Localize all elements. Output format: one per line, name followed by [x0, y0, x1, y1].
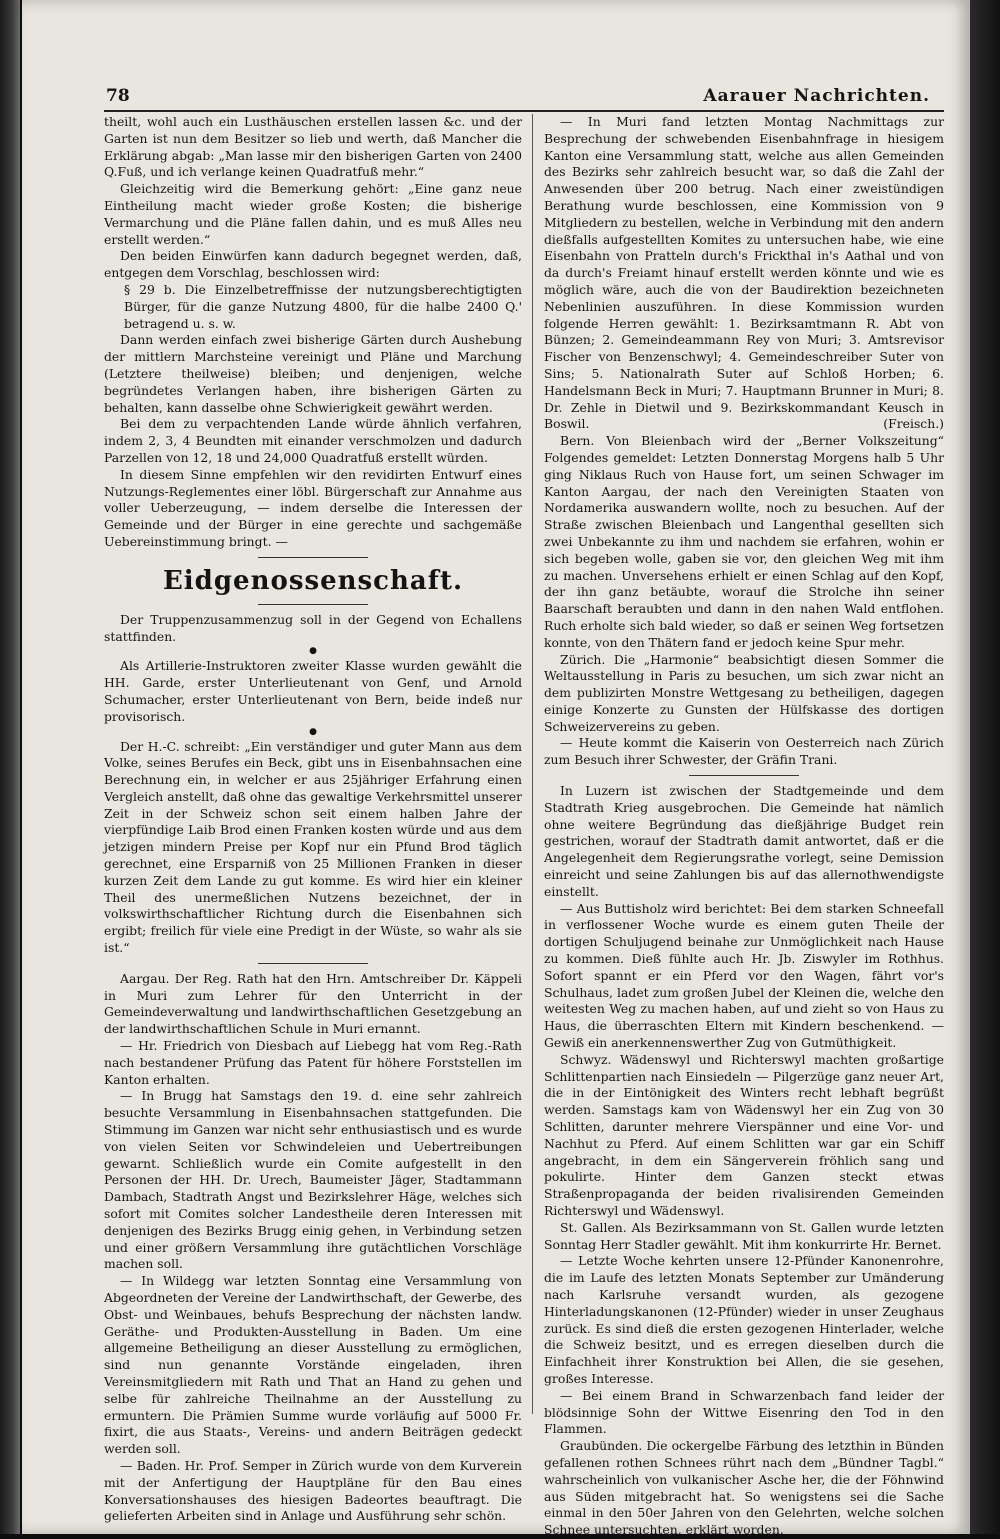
paragraph: — Aus Buttisholz wird berichtet: Bei dem starken Schneefall in verflossener Woche wurde es einem guten Theile der dortigen Schuljugend beinahe zur Unmöglichkeit nach Hause zu kommen. Dieß fühlte auch Hr. Jb. Ziswyler im Rothhus. Sofort spannt er ein Pferd vor den Wagen, fährt vor's Schulhaus, ladet zum großen Jubel der Kleinen die, welche den weitesten Weg zu machen haben, auf und zieht so von Haus zu Haus, die überraschten Eltern mit Kindern beschenkend. — Gewiß ein anerkennenswerther Zug von Gutmüthigkeit.	[544, 900, 944, 1051]
left-column	[104, 114, 522, 1525]
column-divider	[532, 114, 533, 1414]
section-title: Eidgenossenschaft.	[162, 565, 464, 596]
right-column	[544, 114, 944, 1539]
separator-rule	[258, 604, 368, 605]
paragraph: — Hr. Friedrich von Diesbach auf Liebegg hat vom Reg.-Rath nach bestandener Prüfung das Patent für höhere Forststellen im Kanton erhalten.	[104, 1038, 522, 1087]
paragraph: Schwyz. Wädenswyl und Richterswyl machten großartige Schlittenpartien nach Einsiedeln — Pilgerzüge ganz neuer Art, die in der Eintönigkeit des Winters recht lebhaft begrüßt werden. Samstags kam von Wädenswyl her ein Zug von 30 Schlitten, darunter mehrere Vierspänner und eine Vor- und Nachhut zu Pferd. Auf einem Schlitten war gar ein Schiff angebracht, in dem ein Sängerverein fröhlich sang und pokulirte. Hinter dem Ganzen steckt etwas Straßenpropaganda der beiden rivalisirenden Gemeinden Richterswyl und Wädenswyl.	[544, 1051, 944, 1218]
separator-dot: ●	[309, 726, 317, 737]
paragraph: Bern. Von Bleienbach wird der „Berner Volkszeitung“ Folgendes gemeldet: Letzten Donnerstag Morgens halb 5 Uhr ging Niklaus Ruch von Hause fort, um seinen Schwager im Kanton Aargau, der nach den Vereinigten Staaten von Nordamerika auswandern wollte, noch zu besuchen. Auf der Straße zwischen Bleienbach und Langenthal gesellten sich zwei Unbekannte zu ihm und nachdem sie erfahren, wohin er sich begeben wolle, gaben sie vor, den gleichen Weg mit ihm zu machen. Unversehens erhielt er einen Schlag auf den Kopf, der ihn ganz betäubte, worauf die Strolche ihn seiner Baarschaft beraubten und dann in den nahen Wald entflohen. Ruch erholte sich bald wieder, so daß er seinen Weg fortsetzen konnte, von den Thätern fand er jedoch keine Spur mehr.	[544, 433, 944, 650]
paragraph: — Heute kommt die Kaiserin von Oesterreich nach Zürich zum Besuch ihrer Schwester, der Gräfin Trani.	[544, 735, 944, 768]
paragraph	[544, 114, 944, 433]
paragraph: Dann werden einfach zwei bisherige Gärten durch Aushebung der mittlern Marchsteine vereinigt und Pläne und Marchung (Letztere theilweise) bleiben; und denjenigen, welche begründetes Verlangen haben, ihre bisherigen Gärten zu behalten, kann dasselbe ohne Schwierigkeit gewährt werden.	[104, 332, 522, 415]
separator-rule	[689, 775, 799, 776]
paragraph: — In Wildegg war letzten Sonntag eine Versammlung von Abgeordneten der Vereine der Landwirthschaft, der Gewerbe, des Obst- und Weinbaues, behufs Besprechung der nächsten landw. Geräthe- und Produkten-Ausstellung in Baden. Um eine allgemeine Betheiligung an dieser Ausstellung zu ermöglichen, sind nun genannte Vorstände eingeladen, ihren Vereinsmitgliedern mit Rath und That an Hand zu gehen und selbe für zahlreiche Theilnahme an der Ausstellung zu ermuntern. Die Prämien Summe wurde vorläufig auf 5000 Fr. fixirt, die aus Staats-, Vereins- und andern Beiträgen gedeckt werden soll.	[104, 1273, 522, 1457]
paragraph: Aargau. Der Reg. Rath hat den Hrn. Amtschreiber Dr. Käppeli in Muri zum Lehrer für den Unterricht in der Gemeindeverwaltung und landwirthschaftlichen Gesetzgebung an der landwirthschaftlichen Schule in Muri ernannt.	[104, 970, 522, 1037]
paragraph: Der H.-C. schreibt: „Ein verständiger und guter Mann aus dem Volke, seines Berufes ein Beck, gibt uns in Eisenbahnsachen eine Berechnung ein, in welcher er aus 25jähriger Erfahrung einen Vergleich anstellt, daß ohne das gewaltige Verkehrsmittel unserer Zeit in der Schweiz schon seit einem halben Jahre der vierpfündige Laib Brod einen Franken kosten würde und aus dem jetzigen mindern Preise per Kopf nur ein Pfund Brod täglich gerechnet, eine Ersparniß von 25 Millionen Franken in dieser kurzen Zeit dem Lande zu gut komme. Es wird hier ein kleiner Theil des unermeßlichen Nutzens bezeichnet, der in volkswirthschaftlicher Richtung durch die Eisenbahnen sich ergibt; freilich für viele eine Predigt in der Wüste, so wahr als sie ist.“	[104, 738, 522, 956]
separator-dot: ●	[309, 646, 317, 657]
paragraph: — Baden. Hr. Prof. Semper in Zürich wurde von dem Kurverein mit der Anfertigung der Hauptpläne für den Bau eines Konversationshauses des hiesigen Badeortes beauftragt. Die gelieferten Arbeiten sind in Anlage und Ausführung sehr schön.	[104, 1457, 522, 1524]
paragraph: Den beiden Einwürfen kann dadurch begegnet werden, daß, entgegen dem Vorschlag, beschlossen wird:	[104, 248, 522, 281]
paragraph: In diesem Sinne empfehlen wir den revidirten Entwurf eines Nutzungs-Reglementes einer löbl. Bürgerschaft zur Annahme aus voller Ueberzeugung, — indem derselbe die Interessen der Gemeinde und der Bürger in eine gerechte und sachgemäße Uebereinstimmung bringt. —	[104, 466, 522, 549]
paragraph: § 29 b. Die Einzelbetreffnisse der nutzungsberechtigtigten Bürger, für die ganze Nutzung 4800, für die halbe 2400 Q.' betragend u. s. w.	[124, 281, 522, 331]
paragraph: — Bei einem Brand in Schwarzenbach fand leider der blödsinnige Sohn der Wittwe Eisenring den Tod in den Flammen.	[544, 1387, 944, 1437]
scan-left-edge	[0, 0, 20, 1534]
separator-rule	[258, 557, 368, 558]
paragraph: St. Gallen. Als Bezirksammann von St. Gallen wurde letzten Sonntag Herr Stadler gewählt. Mit ihm konkurrirte Hr. Bernet.	[544, 1219, 944, 1252]
source-signature: (Freisch.)	[883, 416, 944, 432]
paragraph: Zürich. Die „Harmonie“ beabsichtigt diesen Sommer die Weltausstellung in Paris zu besuchen, um sich zwar nicht an dem publizirten Monstre Wettgesang zu betheiligen, dagegen einige Konzerte zu Gunsten der Hülfskasse des dortigen Schweizervereins zu geben.	[544, 651, 944, 734]
paragraph: In Luzern ist zwischen der Stadtgemeinde und dem Stadtrath Krieg ausgebrochen. Die Gemeinde hat nämlich ohne weitere Begründung das dießjährige Budget rein gestrichen, worauf der Stadtrath damit antwortet, daß er die Angelegenheit dem Regierungsrathe vorlegt, seine Demission einreicht und seine Zahlungen bis auf das allernothwendigste einstellt.	[544, 783, 944, 899]
paragraph: Als Artillerie-Instruktoren zweiter Klasse wurden gewählt die HH. Garde, erster Unterlieutenant von Genf, und Arnold Schumacher, erster Unterlieutenant von Bern, beide indeß nur provisorisch.	[104, 658, 522, 724]
paragraph: Graubünden. Die ockergelbe Färbung des letzthin in Bünden gefallenen rothen Schnees rührt nach dem „Bündner Tagbl.“ wahrscheinlich von vulkanischer Asche her, die der Föhnwind aus Süden mitgebracht hat. So wenigstens sei die Sache einmal in den 50er Jahren von den Gelehrten, welche solchen Schnee untersuchten, erklärt worden.	[544, 1438, 944, 1538]
paragraph: Bei dem zu verpachtenden Lande würde ähnlich verfahren, indem 2, 3, 4 Beundten mit einander verschmolzen und dadurch Parzellen von 12, 18 und 24,000 Quadratfuß erstellt würden.	[104, 416, 522, 465]
scan-right-edge	[970, 0, 1000, 1534]
paragraph: — In Brugg hat Samstags den 19. d. eine sehr zahlreich besuchte Versammlung in Eisenbahnsachen stattgefunden. Die Stimmung im Ganzen war nicht sehr enthusiastisch und es wurde von vielen Seiten vor Schwindeleien und Uebertreibungen gewarnt. Schließlich wurde ein Comite aufgestellt in den Personen der HH. Dr. Urech, Baumeister Jäger, Stadtammann Dambach, Stadtrath Angst und Bezirkslehrer Häge, welches sich sofort mit Comites solcher Landestheile deren Interessen mit denjenigen des Bezirks Brugg einig gehen, in Verbindung setzen und einer größern Versammlung ihre gutächtlichen Vorschläge machen soll.	[104, 1088, 522, 1272]
masthead: Aarauer Nachrichten.	[703, 86, 930, 106]
page-header	[84, 86, 944, 110]
paragraph: Gleichzeitig wird die Bemerkung gehört: „Eine ganz neue Eintheilung macht wieder große Kosten; die bisherige Vermarchung und die Pläne fallen dahin, und es muß Alles neu erstellt werden.“	[104, 181, 522, 247]
header-rule	[104, 110, 944, 112]
paragraph: theilt, wohl auch ein Lusthäuschen erstellen lassen &c. und der Garten ist nun dem Besitzer so lieb und werth, daß Mancher die Erklärung abgab: „Man lasse mir den bisherigen Garten von 2400 Q.Fuß, und ich verlange keinen Quadratfuß mehr.“	[104, 114, 522, 180]
separator-rule	[258, 963, 368, 964]
paragraph-text: — In Muri fand letzten Montag Nachmittags zur Besprechung der schwebenden Eisenbahnfrage in hiesigem Kanton eine Versammlung statt, welche aus allen Gemeinden des Bezirks sehr zahlreich besucht war, so daß die Zahl der Anwesenden über 200 betrug. Nach einer zweistündigen Berathung wurde beschlossen, eine Kommission von 9 Mitgliedern zu bestellen, welche in Verbindung mit den andern dießfalls aufgestellten Komites zu untersuchen habe, wie eine Eisenbahn von Pratteln durch's Frickthal in's Aathal und von da durch's Freiamt hinauf erstellt werden könnte und wie es möglich wäre, auch die von der Baudirektion bezeichneten Nebenlinien auszuführen. In diese Kommission wurden folgende Herren gewählt: 1. Bezirksamtmann R. Abt von Bünzen; 2. Gemeindeammann Rey von Muri; 3. Amtsrevisor Fischer von Benzenschwyl; 4. Gemeindeschreiber Suter von Sins; 5. Nationalrath Suter auf Schloß Horben; 6. Handelsmann Beck in Muri; 7. Hauptmann Brunner in Muri; 8. Dr. Zehle in Dietwil und 9. Bezirkskommandant Keusch in Boswil.	[544, 114, 944, 432]
paragraph: — Letzte Woche kehrten unsere 12-Pfünder Kanonenrohre, die im Laufe des letzten Monats September zur Umänderung nach Karlsruhe versandt wurden, als gezogene Hinterladungskanonen (12-Pfünder) wieder in unser Zeughaus zurück. Es sind dieß die ersten gezogenen Hinterlader, welche die Schweiz besitzt, und es erregen dieselben durch die Einfachheit ihrer Konstruktion bei Allen, die sie gesehen, großes Interesse.	[544, 1253, 944, 1386]
page-number: 78	[106, 86, 130, 106]
paragraph: Der Truppenzusammenzug soll in der Gegend von Echallens stattfinden.	[104, 611, 522, 644]
